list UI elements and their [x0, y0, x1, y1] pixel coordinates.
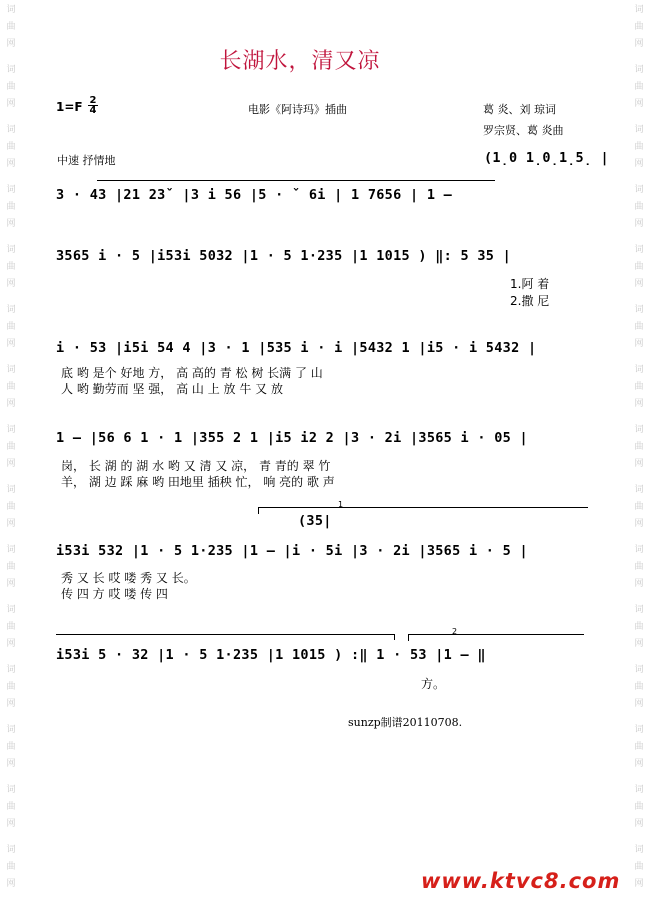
watermark-char: 曲 [6, 442, 16, 452]
watermark-char: 词 [6, 185, 16, 195]
watermark-char: 词 [634, 785, 644, 795]
watermark-char: 曲 [634, 382, 644, 392]
watermark-char: 网 [6, 459, 16, 469]
watermark-block [4, 122, 18, 173]
watermark-block [4, 422, 18, 473]
score-line-3: i · 53 |i5i 54 4 |3 · 1 |535 i · i |5432 1 |i5 · i 5432 | [56, 340, 537, 356]
watermark-char: 曲 [6, 382, 16, 392]
watermark-char: 曲 [6, 22, 16, 32]
verse-2-marker: 2.撒 尼 [510, 294, 550, 308]
watermark-char: 网 [6, 519, 16, 529]
watermark-block [4, 302, 18, 353]
watermark-char: 网 [634, 399, 644, 409]
watermark-char: 曲 [6, 82, 16, 92]
watermark-char: 网 [634, 699, 644, 709]
lyricist: 葛 炎、刘 琼词 [483, 103, 556, 116]
watermark-block [632, 302, 646, 353]
watermark-char: 词 [634, 65, 644, 75]
watermark-char: 词 [634, 5, 644, 15]
watermark-char: 网 [634, 639, 644, 649]
watermark-char: 曲 [6, 322, 16, 332]
lyrics-line-6: 方。 [421, 677, 446, 691]
tempo-marking: 中速 抒情地 [57, 154, 116, 167]
key-value: 1=F [56, 100, 83, 114]
watermark-char: 词 [634, 365, 644, 375]
watermark-char: 网 [6, 579, 16, 589]
watermark-block [632, 662, 646, 713]
lyrics-line-3-verse-1: 底 哟 是个 好地 方， 高 高的 青 松 树 长满 了 山 [61, 366, 323, 380]
watermark-char: 曲 [634, 142, 644, 152]
lyrics-line-5-verse-2: 传 四 方 哎 喽 传 四 [61, 587, 168, 601]
watermark-char: 词 [6, 725, 16, 735]
watermark-block [632, 722, 646, 773]
watermark-char: 曲 [6, 862, 16, 872]
watermark-block [4, 362, 18, 413]
watermark-char: 网 [634, 219, 644, 229]
watermark-char: 网 [6, 699, 16, 709]
repeat-bracket: (35| [298, 513, 332, 529]
watermark-block [632, 2, 646, 53]
watermark-char: 曲 [634, 502, 644, 512]
watermark-char: 词 [6, 485, 16, 495]
watermark-char: 网 [634, 819, 644, 829]
watermark-char: 曲 [634, 862, 644, 872]
volta-2-start [408, 634, 409, 641]
composer: 罗宗贤、葛 炎曲 [483, 124, 564, 137]
watermark-char: 词 [6, 665, 16, 675]
volta-1-start [258, 507, 259, 514]
watermark-char: 词 [634, 845, 644, 855]
watermark-char: 词 [6, 5, 16, 15]
watermark-block [4, 602, 18, 653]
watermark-char: 词 [634, 665, 644, 675]
watermark-char: 曲 [6, 262, 16, 272]
key-signature [56, 100, 83, 114]
time-bottom: 4 [89, 105, 97, 116]
slur-line [97, 180, 495, 181]
transcriber-credit: sunzp制谱20110708. [348, 716, 463, 729]
lyrics-line-4-verse-1: 岗， 长 湖 的 湖 水 哟 又 清 又 凉， 青 青的 翠 竹 [61, 459, 331, 473]
watermark-char: 词 [634, 425, 644, 435]
watermark-char: 网 [6, 759, 16, 769]
watermark-block [632, 422, 646, 473]
watermark-char: 曲 [6, 142, 16, 152]
score-line-5: i53i 532 |1 · 5 1·235 |1 – |i · 5i |3 · 2i |3565 i · 5 | [56, 543, 528, 559]
watermark-char: 网 [634, 339, 644, 349]
watermark-block [632, 482, 646, 533]
watermark-char: 网 [634, 459, 644, 469]
watermark-char: 词 [6, 305, 16, 315]
watermark-block [632, 62, 646, 113]
watermark-char: 网 [634, 159, 644, 169]
watermark-char: 网 [6, 219, 16, 229]
watermark-char: 曲 [634, 622, 644, 632]
volta-2-line [408, 634, 584, 635]
watermark-char: 曲 [634, 802, 644, 812]
watermark-char: 网 [6, 639, 16, 649]
watermark-char: 网 [634, 99, 644, 109]
watermark-char: 曲 [634, 82, 644, 92]
watermark-char: 网 [6, 159, 16, 169]
site-logo: www.ktvc8.com [421, 869, 621, 893]
watermark-char: 曲 [6, 742, 16, 752]
watermark-char: 词 [6, 65, 16, 75]
watermark-char: 曲 [634, 442, 644, 452]
watermark-char: 词 [6, 245, 16, 255]
watermark-char: 曲 [634, 682, 644, 692]
watermark-char: 词 [6, 785, 16, 795]
score-line-4: 1 – |56 6 1 · 1 |355 2 1 |i5 i2 2 |3 · 2i |3565 i · 05 | [56, 430, 528, 446]
watermark-char: 曲 [634, 742, 644, 752]
watermark-block [4, 722, 18, 773]
watermark-char: 词 [634, 605, 644, 615]
watermark-block [4, 482, 18, 533]
watermark-char: 网 [6, 279, 16, 289]
watermark-char: 词 [6, 845, 16, 855]
watermark-char: 词 [634, 545, 644, 555]
volta-1-line [258, 507, 588, 508]
score-line-1: 3 · 43 |21 23ˇ |3 i 56 |5 · ˇ 6i | 1 7656 | 1 – [56, 187, 453, 203]
watermark-block [4, 842, 18, 893]
song-source: 电影《阿诗玛》插曲 [248, 103, 347, 116]
watermark-char: 曲 [634, 202, 644, 212]
time-top: 2 [89, 95, 97, 106]
watermark-char: 网 [6, 879, 16, 889]
watermark-char: 词 [634, 725, 644, 735]
watermark-char: 曲 [6, 802, 16, 812]
watermark-block [4, 542, 18, 593]
watermark-char: 词 [634, 125, 644, 135]
song-title: 长湖水，清又凉 [219, 49, 381, 74]
volta-2-number: 2 [452, 627, 458, 636]
verse-1-marker: 1.阿 着 [510, 277, 550, 291]
watermark-block [632, 242, 646, 293]
watermark-char: 网 [6, 819, 16, 829]
watermark-char: 词 [634, 245, 644, 255]
watermark-block [4, 662, 18, 713]
watermark-char: 曲 [6, 682, 16, 692]
watermark-char: 词 [6, 545, 16, 555]
watermark-block [632, 542, 646, 593]
watermark-char: 曲 [6, 202, 16, 212]
lyrics-line-4-verse-2: 羊， 湖 边 踩 麻 哟 田地里 插秧 忙， 响 亮的 歌 声 [61, 475, 335, 489]
watermark-block [632, 362, 646, 413]
volta-1-number: 1 [338, 500, 344, 509]
watermark-char: 网 [6, 399, 16, 409]
watermark-char: 网 [6, 39, 16, 49]
lyrics-line-5-verse-1: 秀 又 长 哎 喽 秀 又 长。 [61, 571, 196, 585]
watermark-char: 曲 [6, 562, 16, 572]
watermark-char: 曲 [6, 502, 16, 512]
watermark-char: 网 [634, 579, 644, 589]
watermark-char: 曲 [634, 262, 644, 272]
intro-bracket: (1̣0 1̣0̣1̣5̣ | [484, 150, 609, 166]
watermark-char: 网 [634, 279, 644, 289]
watermark-block [4, 782, 18, 833]
lyrics-line-3-verse-2: 人 哟 勤劳而 坚 强， 高 山 上 放 牛 又 放 [61, 382, 283, 396]
score-line-2: 3565 i · 5 |i53i 5032 |1 · 5 1·235 |1 1015 ) ‖: 5 35 | [56, 248, 512, 264]
watermark-block [632, 182, 646, 233]
watermark-char: 词 [6, 125, 16, 135]
score-line-6: i53i 5 · 32 |1 · 5 1·235 |1 1015 ) :‖ 1 · 53 |1 – ‖ [56, 647, 486, 663]
watermark-char: 曲 [634, 22, 644, 32]
watermark-char: 网 [634, 879, 644, 889]
watermark-char: 网 [634, 759, 644, 769]
watermark-char: 词 [6, 425, 16, 435]
watermark-char: 曲 [6, 622, 16, 632]
ending-line-left-end [394, 634, 395, 640]
watermark-char: 词 [6, 605, 16, 615]
watermark-block [632, 782, 646, 833]
watermark-block [4, 242, 18, 293]
watermark-char: 词 [634, 485, 644, 495]
watermark-block [632, 602, 646, 653]
watermark-char: 词 [6, 365, 16, 375]
watermark-char: 网 [6, 339, 16, 349]
watermark-char: 曲 [634, 322, 644, 332]
watermark-char: 网 [634, 519, 644, 529]
watermark-char: 网 [634, 39, 644, 49]
watermark-block [632, 122, 646, 173]
watermark-char: 词 [634, 185, 644, 195]
watermark-char: 网 [6, 99, 16, 109]
watermark-char: 曲 [634, 562, 644, 572]
watermark-block [632, 842, 646, 893]
ending-line-left [56, 634, 394, 635]
watermark-block [4, 182, 18, 233]
time-signature [88, 96, 98, 115]
watermark-char: 词 [634, 305, 644, 315]
